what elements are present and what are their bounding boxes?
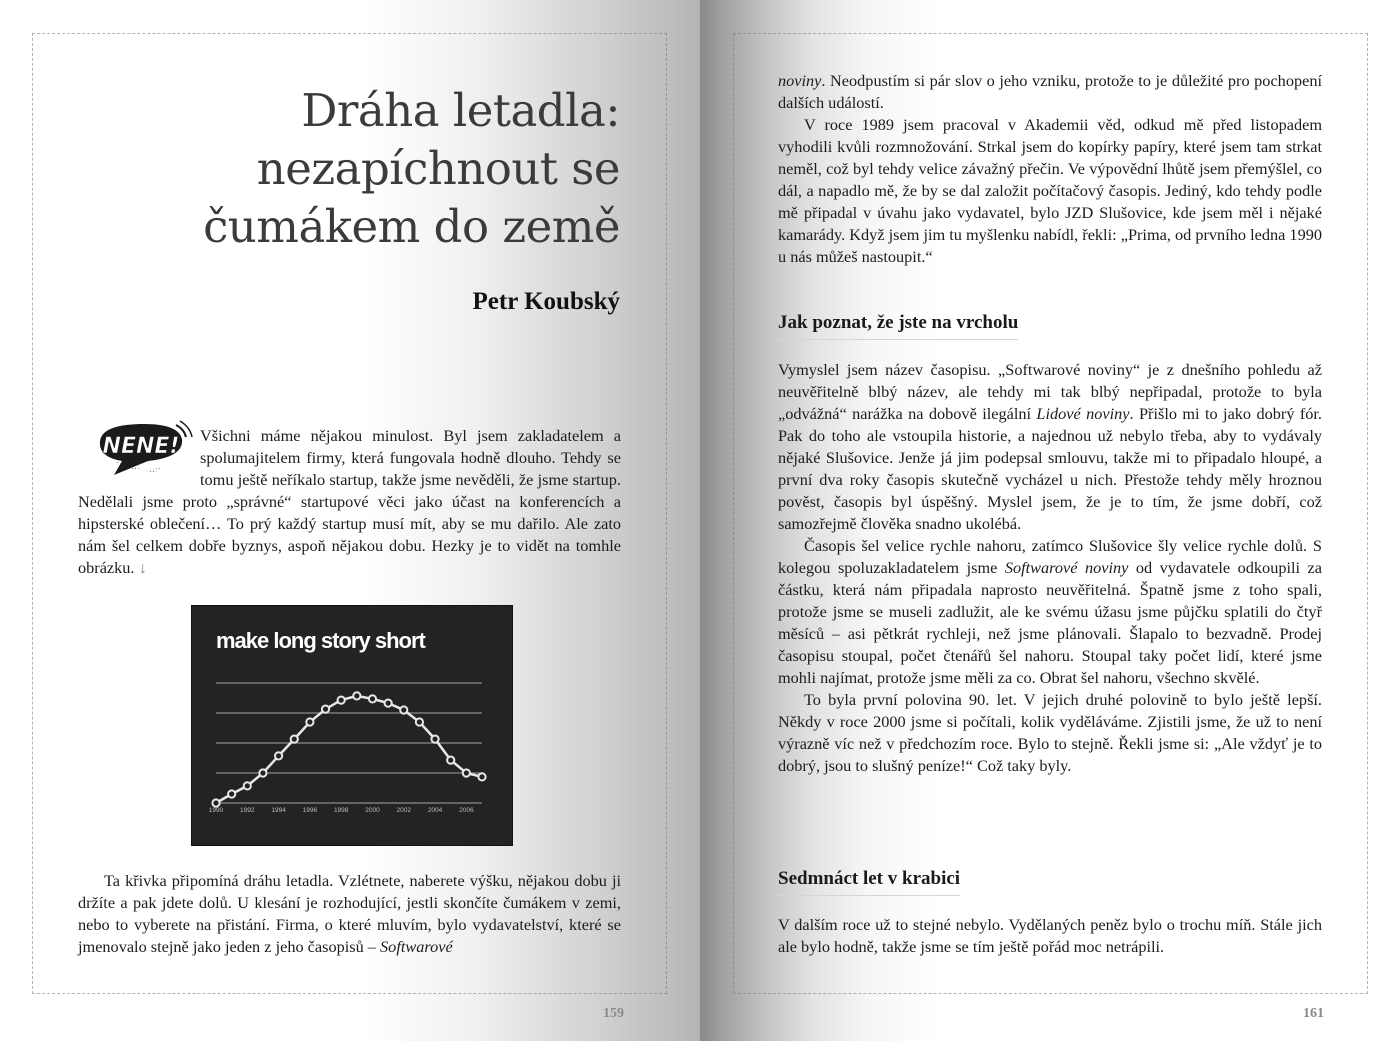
chart-point [463,769,470,776]
chart-x-tick-label: 2002 [396,807,411,814]
chart-series-line [216,696,482,803]
chart-point [306,718,313,725]
paragraph: V roce 1989 jsem pracoval v Akademii věd, odkud mě před listopadem vyhodili kvůli rozmnožování. Strkal jsem do kopírky papíry, které jsem tam strkat neměl, což byl tehdy velice závažný přečin. Ve výpovědní lhůtě jsem přemýšlel, co dál, a napadlo mě, že by se dal založit počítačový časopis. Jediný, kdo tehdy podle mě připadal v úvahu jako vydavatel, bylo JZD Slušovice, kde jsem měl i nějaké kamarády. Když jsem jim tu myšlenku nabídl, řekli: „Prima, od prvního ledna 1990 u nás můžeš nastoupit.“ [778,115,1322,266]
p4-text-a: Časopis šel velice rychle nahoru, zatímco Slušovice šly velice rychle dolů. S kolegou spoluzakladatelem jsme [778,536,1322,577]
chapter-title-line: Dráha letadla: [301,84,620,137]
outro-paragraph [78,870,621,958]
chart-point [322,706,329,713]
chapter-author: Petr Koubský [472,288,620,315]
p3-italic: Lidové noviny [1036,404,1130,423]
chart-x-tick-label: 2000 [365,807,380,814]
chart-x-tick-label: 1990 [208,807,224,814]
chart-point [385,700,392,707]
p4-italic: Softwarové noviny [1004,558,1129,577]
chart-point [244,782,251,789]
p3-text-b: . Přišlo mi to jako dobrý fór. Pak do toho ale vstoupila historie, a najednou už nebylo třeba, aby to vydávaly nějaké Slušovice. Jenže já jim podepsal smlouvu, takže mi to připadalo hloupé, a první dva roky časopis skutečně vycházel u nich. Přestože tehdy měly hroznou pověst, časopis byl úspěšný. Myslel jsem, že je to tím, že jsme dobří, což samozřejmě člověka snadno ukolébá. [778,404,1323,533]
intro-text: Všichni máme nějakou minulost. Byl jsem zakladatelem a spolumajitelem firmy, která fungovala hodně dlouho. Tehdy se tomu ještě neříkalo startup, takže jsme nevěděli, že jsme startup. Nedělali jsme proto „správné“ startupové věci jako účast na konferencích a hipsterské oblečení… To prý každý startup musí mít, aby se mu dařilo. Ale zato nám šel celkem dobře byznys, aspoň nějakou dobu. Hezky je to vidět na tomhle obrázku. [78,426,621,577]
p1-text: . Neodpustím si pár slov o jeho vzniku, protože to je důležité pro pochopení dalších událostí. [778,71,1322,112]
chapter-title-line: čumákem do země [203,200,620,253]
chart-x-tick-label: 2004 [427,807,443,814]
right-text-block-3 [778,914,1322,958]
paragraph: V dalším roce už to stejné nebylo. Vydělaných peněz bylo o trochu míň. Stále jich ale bylo hodně, takže jsme se tím ještě pořád moc netrápili. [778,915,1322,956]
page-number: 161 [1303,1006,1324,1021]
chart-x-tick-label: 1998 [333,807,349,814]
chart-point [353,692,360,699]
chapter-title-line: nezapíchnout se [256,142,620,195]
chart-point [228,790,235,797]
chart-point [369,695,376,702]
down-arrow-icon: ↓ [138,558,147,577]
chart-point [478,773,485,780]
p4-text-b: od vydavatele odkoupili za částku, která nám připadala naprosto neuvěřitelná. Špatně jsme z toho spali, protože jsme se museli zadlužit, ale ke svému úžasu jsme půjčku splatili do čtyř měsíců – asi pětkrát rychleji, než jsme plánovali. Šlapalo to bezvadně. Prodej časopisu stoupal, počet čtenářů šel nahoru. Stoupal taky počet lidí, které jsme mohli najímat, protože jsme měli za co. Obrat šel nahoru, všechno skvělé. [778,558,1322,687]
chart-point [400,706,407,713]
chart-point [291,736,298,743]
chart-point [259,769,266,776]
p1-italic: noviny [778,71,822,90]
section-heading: Jak poznat, že jste na vrcholu [778,312,1018,340]
chapter-title [100,82,620,256]
nene-badge-icon [92,419,196,477]
intro-paragraph [78,425,621,579]
chart-x-tick-label: 1994 [271,807,286,814]
nene-badge-text: NENE! [102,434,180,459]
outro-italic: Softwarové [380,937,453,956]
chart-point [338,697,345,704]
right-text-block-2 [778,359,1322,777]
section-heading: Sedmnáct let v krabici [778,868,960,896]
chart-x-tick-label: 1996 [302,807,318,814]
right-text-block-1 [778,70,1322,268]
line-chart [192,606,512,845]
chart-point [447,757,454,764]
chart-point [416,718,423,725]
chart-x-tick-label: 2006 [459,807,474,814]
outro-text: Ta křivka připomíná dráhu letadla. Vzlétnete, naberete výšku, nějakou dobu ji držíte a pak jdete dolů. U klesání je rozhodující, jestli skončíte čumákem v zemi, nebo to vyberete na přistání. Firma, o které mluvím, bylo vydavatelství, které se jmenovalo stejně jako jeden z jeho časopisů – [78,871,621,956]
chart-point [431,736,438,743]
chart-point [275,752,282,759]
right-page [700,0,1400,1041]
p3-text-a: Vymyslel jsem název časopisu. „Softwarové noviny“ je z dnešního pohledu až neuvěřitelně blbý název, ale tehdy mi tak blbý nepřipadal, protože to byla „odvážná“ narážka na dobově ilegální [778,360,1322,423]
chart-image [191,605,513,846]
comic-speech-bubble-icon [92,419,196,477]
page-number: 159 [603,1006,624,1021]
paragraph: To byla první polovina 90. let. V jejich druhé polovině to bylo ještě lepší. Někdy v roce 2000 jsme si počítali, kolik vyděláváme. Zjistili jsme, že už to není výrazně víc než v předchozím roce. Bylo to stejně. Řekli jsme si: „Ale vždyť je to dobrý, jsou to slušný peníze!“ Což taky byly. [778,690,1322,775]
chart-x-tick-label: 1992 [240,807,255,814]
chart-title: make long story short [216,628,425,653]
chart-point [212,799,219,806]
